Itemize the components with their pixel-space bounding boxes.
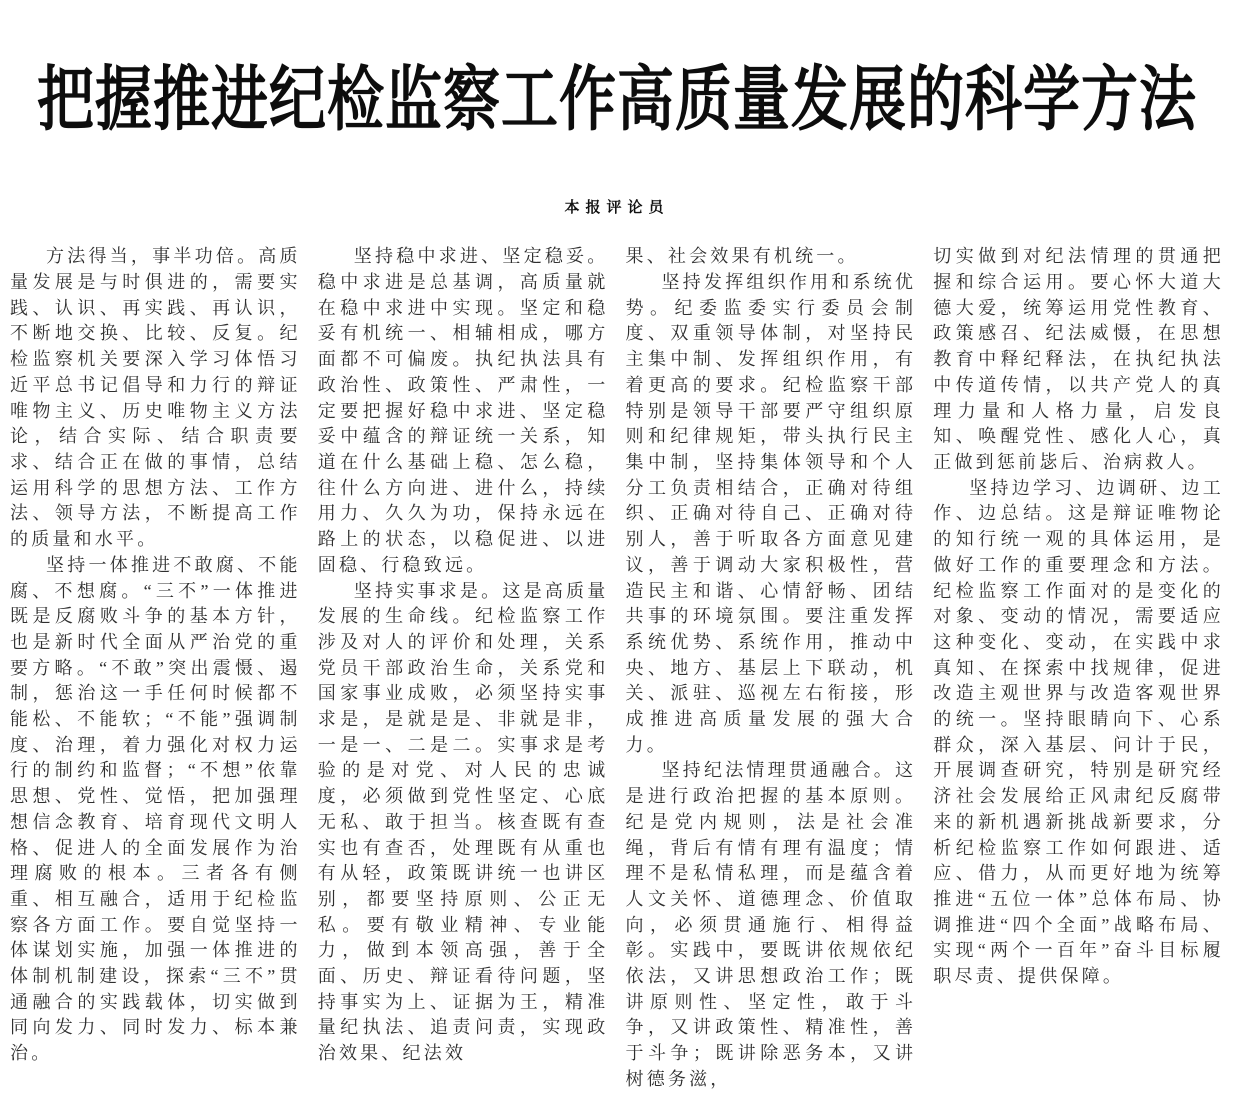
page-title: 把握推进纪检监察工作高质量发展的科学方法	[37, 61, 1197, 140]
paragraph: 坚持边学习、边调研、边工作、边总结。这是辩证唯物论的知行统一观的具体运用，是做好工作的重要理念和方法。纪检监察工作面对的是变化的对象、变动的情况，需要适应这种变化、变动，在实践中求真知、在探索中找规律，促进改造主观世界与改造客观世界的统一。坚持眼睛向下、心系群众，深入基层、问计于民，开展调查研究，特别是研究经济社会发展给正风肃纪反腐带来的新机遇新挑战新要求，分析纪检监察工作如何跟进、适应、借力，从而更好地为统筹推进“五位一体”总体布局、协调推进“四个全面”战略布局、实现“两个一百年”奋斗目标履职尽责、提供保障。	[933, 477, 1224, 987]
paragraph-continuation: 切实做到对纪法情理的贯通把握和综合运用。要心怀大道大德大爱，统筹运用党性教育、政策感召、纪法威慑，在思想教育中释纪释法，在执纪执法中传道传情，以共产党人的真理力量和人格力量，启发良知、唤醒党性、感化人心，真正做到惩前毖后、治病救人。	[933, 246, 1224, 472]
column-4	[933, 244, 1224, 1092]
paragraph: 方法得当，事半功倍。高质量发展是与时俱进的，需要实践、认识、再实践、再认识，不断地交换、比较、反复。纪检监察机关要深入学习体悟习近平总书记倡导和力行的辩证唯物主义、历史唯物主义方法论，结合实际、结合职责要求、结合正在做的事情，总结运用科学的思想方法、工作方法、领导方法，不断提高工作的质量和水平。	[10, 246, 301, 550]
paragraph: 坚持稳中求进、坚定稳妥。稳中求进是总基调，高质量就在稳中求进中实现。坚定和稳妥有机统一、相辅相成，哪方面都不可偏废。执纪执法具有政治性、政策性、严肃性，一定要把握好稳中求进、坚定稳妥中蕴含的辩证统一关系，知道在什么基础上稳、怎么稳，往什么方向进、进什么，持续用力、久久为功，保持永远在路上的状态，以稳促进、以进固稳、行稳致远。	[317, 246, 609, 575]
byline: 本报评论员	[564, 200, 670, 217]
column-2	[318, 244, 609, 1092]
column-3	[626, 244, 917, 1092]
headline-wrap	[10, 26, 1224, 162]
article-columns	[10, 244, 1224, 1092]
column-1	[10, 244, 301, 1092]
paragraph: 坚持纪法情理贯通融合。这是进行政治把握的基本原则。纪是党内规则，法是社会准绳，背后有情有理有温度；情理不是私情私理，而是蕴含着人文关怀、道德理念、价值取向，必须贯通施行、相得益彰。实践中，要既讲依规依纪依法，又讲思想政治工作；既讲原则性、坚定性，敢于斗争，又讲政策性、精准性，善于斗争；既讲除恶务本，又讲树德务滋，	[625, 760, 917, 1089]
paragraph: 坚持一体推进不敢腐、不能腐、不想腐。“三不”一体推进既是反腐败斗争的基本方针，也是新时代全面从严治党的重要方略。“不敢”突出震慑、遏制，惩治这一手任何时候都不能松、不能软；“不能”强调制度、治理，着力强化对权力运行的制约和监督；“不想”依靠思想、党性、觉悟，把加强理想信念教育、培育现代文明人格、促进人的全面发展作为治理腐败的根本。三者各有侧重、相互融合，适用于纪检监察各方面工作。要自觉坚持一体谋划实施，加强一体推进的体制机制建设，探索“三不”贯通融合的实践载体，切实做到同向发力、同时发力、标本兼治。	[10, 554, 301, 1064]
paragraph-continuation: 果、社会效果有机统一。	[625, 246, 859, 267]
paragraph: 坚持发挥组织作用和系统优势。纪委监委实行委员会制度、双重领导体制，对坚持民主集中制、发挥组织作用，有着更高的要求。纪检监察干部特别是领导干部要严守组织原则和纪律规矩，带头执行民主集中制，坚持集体领导和个人分工负责相结合，正确对待组织、正确对待自己、正确对待别人，善于听取各方面意见建议，善于调动大家积极性，营造民主和谐、心情舒畅、团结共事的环境氛围。要注重发挥系统优势、系统作用，推动中央、地方、基层上下联动，机关、派驻、巡视左右衔接，形成推进高质量发展的强大合力。	[625, 272, 917, 755]
paragraph: 坚持实事求是。这是高质量发展的生命线。纪检监察工作涉及对人的评价和处理，关系党员干部政治生命，关系党和国家事业成败，必须坚持实事求是，是就是是、非就是非，一是一、二是二。实事求是考验的是对党、对人民的忠诚度，必须做到党性坚定、心底无私、敢于担当。核查既有查实也有查否，处理既有从重也有从轻，政策既讲统一也讲区别，都要坚持原则、公正无私。要有敬业精神、专业能力，做到本领高强，善于全面、历史、辩证看待问题，坚持事实为上、证据为王，精准量纪执法、追责问责，实现政治效果、纪法效	[317, 580, 609, 1064]
